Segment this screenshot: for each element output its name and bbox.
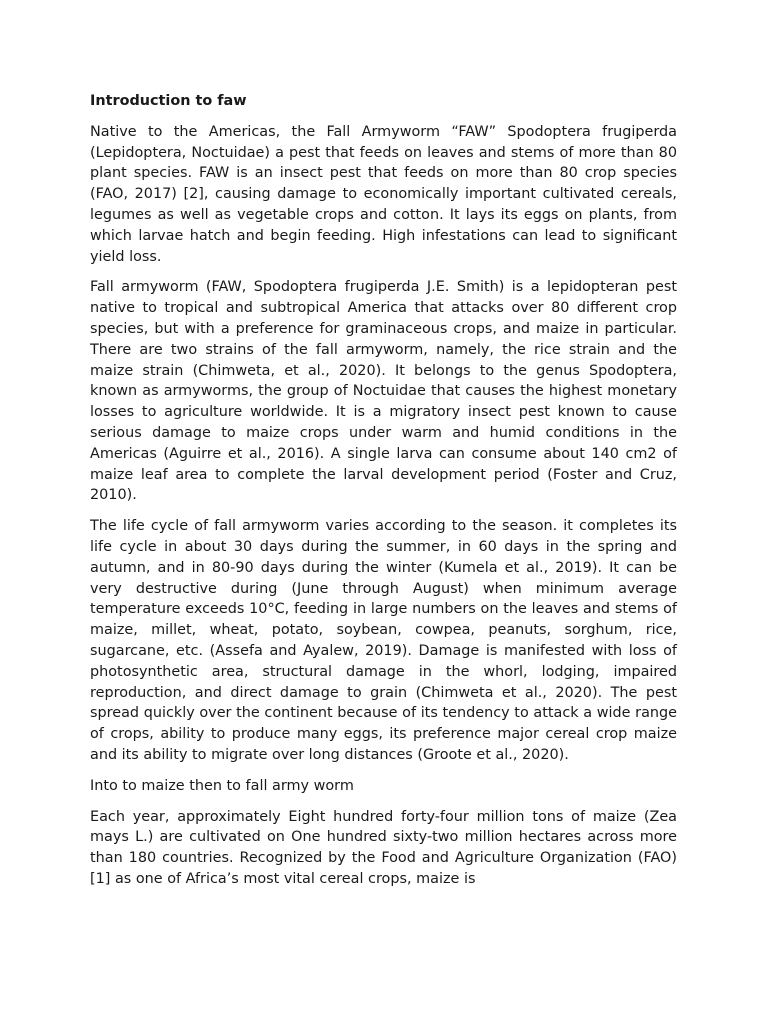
paragraph-faw-native: Native to the Americas, the Fall Armyworm “FAW” Spodoptera frugiperda (Lepidoptera, Noctuidae) a pest that feeds on leaves and stems of more than 80 plant species. FAW is an insect pest that feeds on more than 80 crop species (FAO, 2017) [2], causing damage to economically important cultivated cereals, legumes as well as vegetable crops and cotton. It lays its eggs on plants, from which larvae hatch and begin feeding. High infestations can lead to significant yield loss.	[90, 123, 677, 265]
document-page	[90, 91, 677, 900]
paragraph-maize-production: Each year, approximately Eight hundred forty-four million tons of maize (Zea mays L.) are cultivated on One hundred sixty-two million hectares across more than 180 countries. Recognized by the Food and Agriculture Organization (FAO) [1] as one of Africa’s most vital cereal crops, maize is	[90, 808, 677, 887]
paragraph-faw-life-cycle: The life cycle of fall armyworm varies according to the season. it completes its life cycle in about 30 days during the summer, in 60 days in the spring and autumn, and in 80-90 days during the winter (Kumela et al., 2019). It can be very destructive during (June through August) when minimum average temperature exceeds 10°C, feeding in large numbers on the leaves and stems of maize, millet, wheat, potato, soybean, cowpea, peanuts, sorghum, rice, sugarcane, etc. (Assefa and Ayalew, 2019). Damage is manifested with loss of photosynthetic area, structural damage in the whorl, lodging, impaired reproduction, and direct damage to grain (Chimweta et al., 2020). The pest spread quickly over the continent because of its tendency to attack a wide range of crops, ability to produce many eggs, its preference major cereal crop maize and its ability to migrate over long distances (Groote et al., 2020).	[90, 518, 677, 763]
section-heading: Introduction to faw	[90, 93, 247, 109]
paragraph-faw-description: Fall armyworm (FAW, Spodoptera frugiperda J.E. Smith) is a lepidopteran pest native to tropical and subtropical America that attacks over 80 different crop species, but with a preference for graminaceous crops, and maize in particular. There are two strains of the fall armyworm, namely, the rice strain and the maize strain (Chimweta, et al., 2020). It belongs to the genus Spodoptera, known as armyworms, the group of Noctuidae that causes the highest monetary losses to agriculture worldwide. It is a migratory insect pest known to cause serious damage to maize crops under warm and humid conditions in the Americas (Aguirre et al., 2016). A single larva can consume about 140 cm2 of maize leaf area to complete the larval development period (Foster and Cruz, 2010).	[90, 279, 677, 504]
paragraph-subheading-note: Into to maize then to fall army worm	[90, 777, 354, 794]
